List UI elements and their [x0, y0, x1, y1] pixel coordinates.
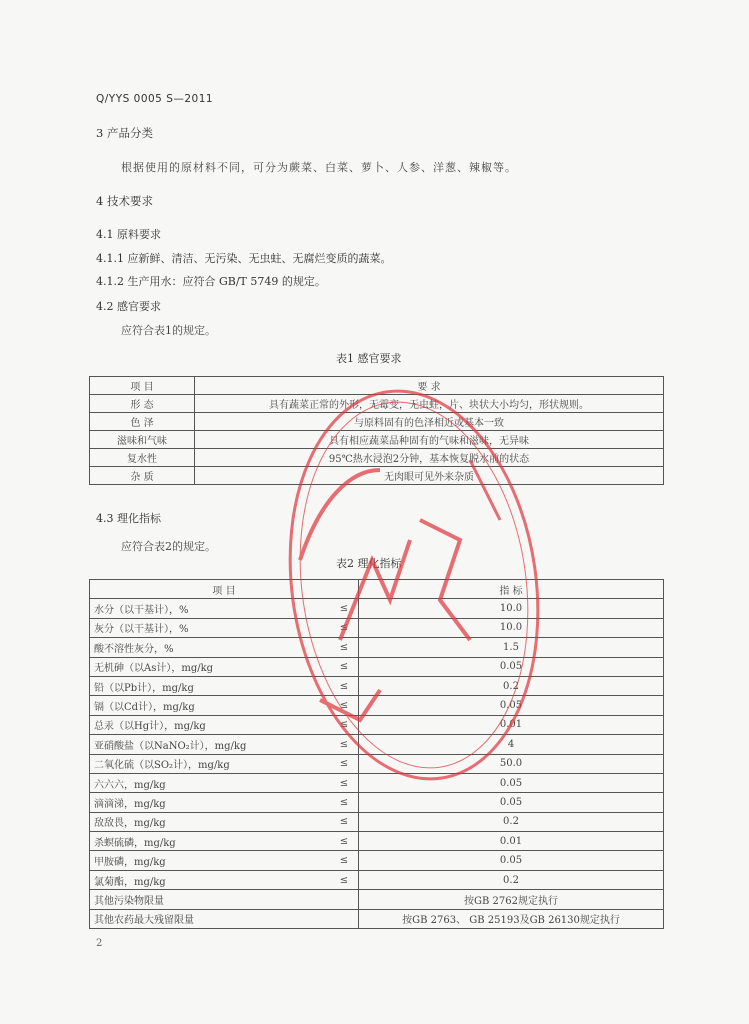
- table2-sign-cell: ≤: [330, 618, 359, 637]
- section-4-2-body: 应符合表1的规定。: [121, 324, 216, 337]
- section-4-1-title: 4.1 原料要求: [96, 228, 161, 241]
- table2-row: [90, 676, 664, 695]
- table2-row: [90, 851, 664, 870]
- table1-row: [90, 413, 664, 431]
- table2-row: [90, 715, 664, 734]
- section-4-1-2: 4.1.2 生产用水：应符合 GB/T 5749 的规定。: [96, 275, 326, 288]
- table2-header-item: 项 目: [90, 580, 359, 599]
- table2-name-cell: 二氧化硫（以SO₂计），mg/kg: [90, 754, 331, 773]
- table2-name-cell: 镉（以Cd计），mg/kg: [90, 696, 331, 715]
- table1-header-row: [90, 377, 664, 395]
- table2-sign-cell: ≤: [330, 638, 359, 657]
- table1-header-requirement: 要 求: [195, 377, 664, 395]
- table2-value-cell: 0.05: [359, 851, 664, 870]
- table2-name-cell: 氯菊酯，mg/kg: [90, 870, 331, 889]
- table2-row: [90, 793, 664, 812]
- section-4-3-title: 4.3 理化指标: [96, 512, 161, 525]
- table2-sign-cell: ≤: [330, 657, 359, 676]
- table1-requirement-cell: 无肉眼可见外来杂质: [195, 467, 664, 485]
- table2-value-cell: 10.0: [359, 599, 664, 618]
- table2-value-cell: 50.0: [359, 754, 664, 773]
- table2-value-cell: 1.5: [359, 638, 664, 657]
- table1-row: [90, 449, 664, 467]
- table1-item-cell: 色 泽: [90, 413, 195, 431]
- table2-value-cell: 0.05: [359, 773, 664, 792]
- table2-name-cell: 六六六，mg/kg: [90, 773, 331, 792]
- table2-value-cell: 按GB 2763、 GB 25193及GB 26130规定执行: [359, 909, 664, 928]
- table2-row: [90, 773, 664, 792]
- table2-name-cell: 亚硝酸盐（以NaNO₂计），mg/kg: [90, 735, 331, 754]
- table2-name-cell: 无机砷（以As计），mg/kg: [90, 657, 331, 676]
- table2-sign-cell: ≤: [330, 773, 359, 792]
- table2-sign-cell: ≤: [330, 696, 359, 715]
- table1-row: [90, 395, 664, 413]
- table2-name-cell: 甲胺磷，mg/kg: [90, 851, 331, 870]
- physicochemical-indicators-table: [89, 579, 664, 929]
- table2-value-cell: 4: [359, 735, 664, 754]
- table2-name-cell: 其他污染物限量: [90, 890, 359, 909]
- table2-header-indicator: 指 标: [359, 580, 664, 599]
- table2-row: [90, 870, 664, 889]
- table2-row: [90, 696, 664, 715]
- section-4-1-1: 4.1.1 应新鲜、清洁、无污染、无虫蛀、无腐烂变质的蔬菜。: [96, 252, 392, 265]
- sensory-requirements-table: [89, 376, 664, 485]
- table1-header-item: 项 目: [90, 377, 195, 395]
- table2-caption: 表2 理化指标: [336, 557, 402, 570]
- table2-sign-cell: ≤: [330, 851, 359, 870]
- table2-sign-cell: ≤: [330, 676, 359, 695]
- table2-sign-cell: ≤: [330, 832, 359, 851]
- table2-wide-row: [90, 890, 664, 909]
- section-3-title: 3 产品分类: [96, 126, 153, 140]
- table2-header-row: [90, 580, 664, 599]
- table2-value-cell: 0.01: [359, 715, 664, 734]
- table2-value-cell: 按GB 2762规定执行: [359, 890, 664, 909]
- table1-requirement-cell: 具有相应蔬菜品种固有的气味和滋味，无异味: [195, 431, 664, 449]
- table1-item-cell: 杂 质: [90, 467, 195, 485]
- table2-value-cell: 0.2: [359, 812, 664, 831]
- table2-value-cell: 0.05: [359, 793, 664, 812]
- table1-item-cell: 形 态: [90, 395, 195, 413]
- table2-name-cell: 其他农药最大残留限量: [90, 909, 359, 928]
- table2-value-cell: 0.01: [359, 832, 664, 851]
- table2-value-cell: 10.0: [359, 618, 664, 637]
- table2-value-cell: 0.05: [359, 657, 664, 676]
- table2-name-cell: 滴滴涕，mg/kg: [90, 793, 331, 812]
- table2-row: [90, 735, 664, 754]
- section-3-body: 根据使用的原材料不同，可分为蕨菜、白菜、萝卜、人参、洋葱、辣椒等。: [121, 161, 517, 174]
- table1-item-cell: 复水性: [90, 449, 195, 467]
- table2-sign-cell: ≤: [330, 812, 359, 831]
- table1-item-cell: 滋味和气味: [90, 431, 195, 449]
- table1-caption: 表1 感官要求: [336, 352, 402, 365]
- table2-name-cell: 敌敌畏，mg/kg: [90, 812, 331, 831]
- table2-sign-cell: ≤: [330, 715, 359, 734]
- table2-value-cell: 0.2: [359, 676, 664, 695]
- table2-row: [90, 832, 664, 851]
- document-code: Q/YYS 0005 S—2011: [96, 93, 214, 105]
- table1-requirement-cell: 95℃热水浸泡2分钟，基本恢复脱水前的状态: [195, 449, 664, 467]
- table2-name-cell: 水分（以干基计），%: [90, 599, 331, 618]
- table2-sign-cell: ≤: [330, 793, 359, 812]
- table2-sign-cell: ≤: [330, 870, 359, 889]
- table1-row: [90, 431, 664, 449]
- section-4-2-title: 4.2 感官要求: [96, 300, 161, 313]
- table2-row: [90, 657, 664, 676]
- table2-value-cell: 0.05: [359, 696, 664, 715]
- table2-sign-cell: ≤: [330, 599, 359, 618]
- table2-wide-row: [90, 909, 664, 928]
- section-4-title: 4 技术要求: [96, 194, 153, 208]
- table2-row: [90, 638, 664, 657]
- table2-sign-cell: ≤: [330, 735, 359, 754]
- table2-name-cell: 酸不溶性灰分，%: [90, 638, 331, 657]
- table2-name-cell: 灰分（以干基计），%: [90, 618, 331, 637]
- table1-requirement-cell: 与原料固有的色泽相近或基本一致: [195, 413, 664, 431]
- table2-row: [90, 618, 664, 637]
- table2-name-cell: 铅（以Pb计），mg/kg: [90, 676, 331, 695]
- table2-row: [90, 599, 664, 618]
- page-number: 2: [96, 938, 103, 949]
- table1-requirement-cell: 具有蔬菜正常的外形，无霉变，无虫蛀，片、块状大小均匀，形状规则。: [195, 395, 664, 413]
- table2-sign-cell: ≤: [330, 754, 359, 773]
- section-4-3-body: 应符合表2的规定。: [121, 540, 216, 553]
- table2-value-cell: 0.2: [359, 870, 664, 889]
- table2-name-cell: 总汞（以Hg计），mg/kg: [90, 715, 331, 734]
- table2-row: [90, 754, 664, 773]
- table2-row: [90, 812, 664, 831]
- table2-name-cell: 杀螟硫磷，mg/kg: [90, 832, 331, 851]
- table1-row: [90, 467, 664, 485]
